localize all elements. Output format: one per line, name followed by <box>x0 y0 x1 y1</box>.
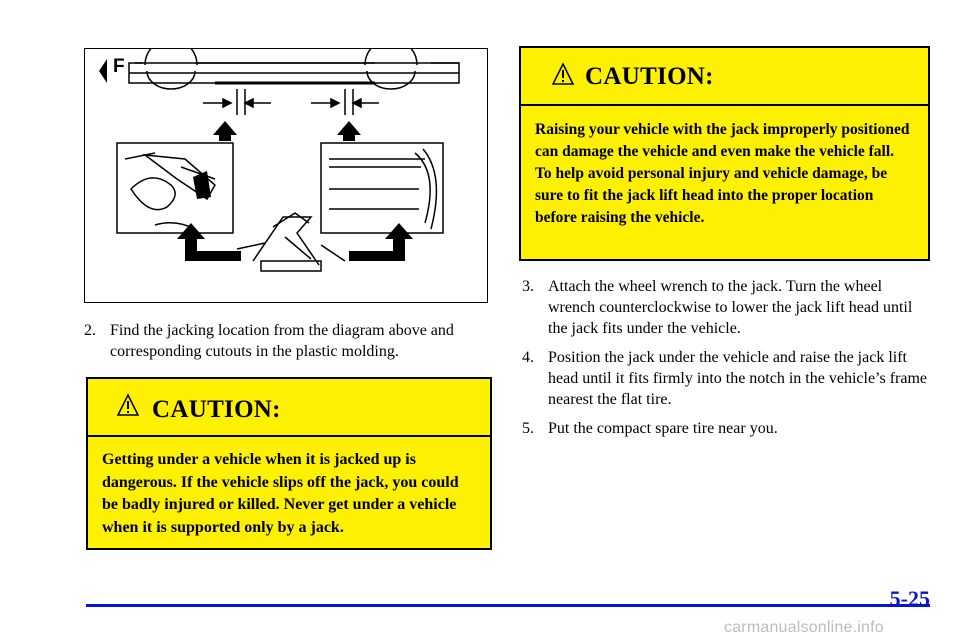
caution-header <box>88 379 490 437</box>
watermark: carmanualsonline.info <box>724 619 884 636</box>
up-arrow-rear-icon <box>337 121 361 141</box>
figure-front-label: F <box>113 56 125 77</box>
caution-title: CAUTION: <box>152 396 281 423</box>
jacking-diagram-drawing <box>85 49 489 304</box>
caution-box-under-vehicle <box>86 377 492 550</box>
left-steps-list <box>84 320 484 370</box>
step-text: Find the jacking location from the diagram above and corresponding cutouts in the plastic molding. <box>110 322 454 360</box>
step-text: Position the jack under the vehicle and raise the jack lift head until it fits firmly into the notch in the vehicle’s frame nearest the flat tire. <box>548 349 928 408</box>
page-number: 5-25 <box>889 586 930 611</box>
warning-triangle-icon <box>116 393 140 417</box>
footer-rule <box>86 604 930 607</box>
front-arrow-icon <box>99 59 107 83</box>
caution-text: Getting under a vehicle when it is jacked up is dangerous. If the vehicle slips off the jack, you could be badly injured or killed. Never get under a vehicle when it is supported only by a jack. <box>88 437 490 548</box>
step-number: 5. <box>522 420 534 437</box>
right-steps-list <box>522 276 930 447</box>
warning-triangle-icon <box>551 62 575 86</box>
rear-cutout-inset <box>321 143 443 233</box>
left-pointer-arrow-icon <box>177 223 241 261</box>
jack-illustration <box>237 213 345 271</box>
jacking-diagram <box>84 48 488 303</box>
list-item <box>84 320 484 362</box>
step-text: Put the compact spare tire near you. <box>548 420 778 437</box>
caution-title: CAUTION: <box>585 63 714 90</box>
step-text: Attach the wheel wrench to the jack. Turn the wheel wrench counterclockwise to lower the jack lift head until the jack fits under the vehicle. <box>548 278 913 337</box>
right-pointer-arrow-icon <box>349 223 413 261</box>
step-number: 3. <box>522 278 534 295</box>
list-item <box>522 276 930 339</box>
step-number: 2. <box>84 322 96 339</box>
caution-header <box>521 48 928 106</box>
list-item <box>522 418 930 439</box>
step-number: 4. <box>522 349 534 366</box>
caution-text: Raising your vehicle with the jack improperly positioned can damage the vehicle and even make the vehicle fall. To help avoid personal injury and vehicle damage, be sure to fit the jack lift head into the proper location before raising the vehicle. <box>521 106 928 259</box>
list-item <box>522 347 930 410</box>
caution-box-jack-position <box>519 46 930 261</box>
up-arrow-front-icon <box>213 121 237 141</box>
